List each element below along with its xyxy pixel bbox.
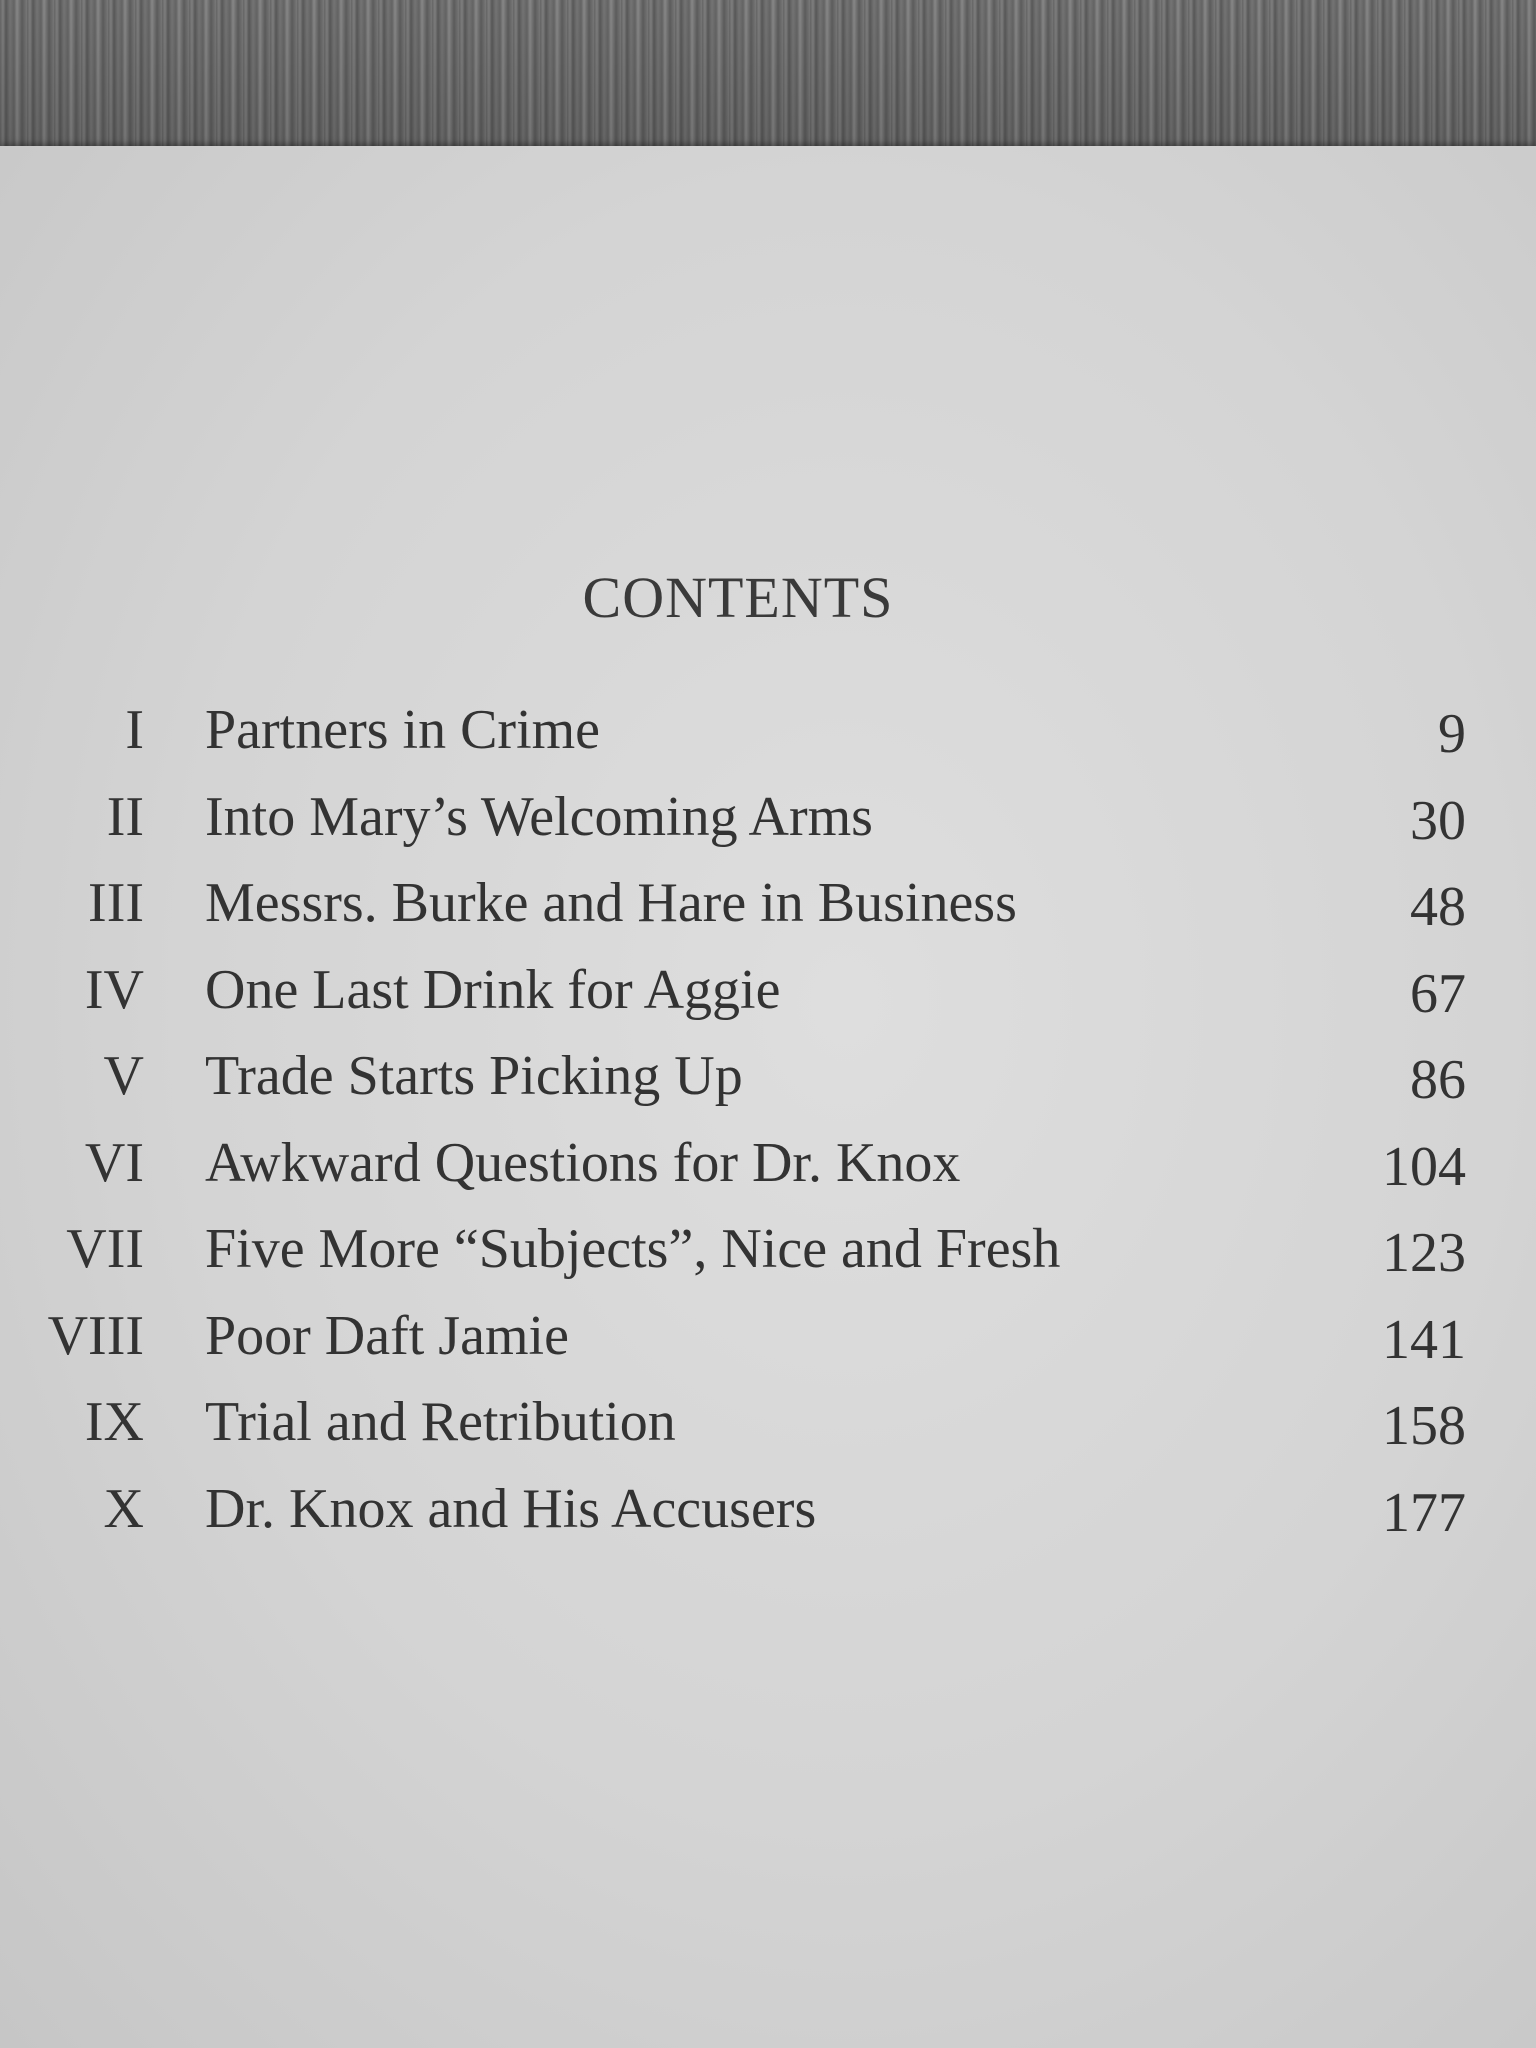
- toc-entry: [0, 785, 1536, 872]
- page-number: 177: [1382, 1481, 1466, 1544]
- chapter-numeral: X: [103, 1477, 144, 1540]
- toc-entry: [0, 698, 1536, 785]
- toc-entry: [0, 1304, 1536, 1391]
- chapter-title: Partners in Crime: [205, 699, 601, 761]
- chapter-numeral: VIII: [47, 1304, 144, 1367]
- page-number: 48: [1410, 876, 1466, 938]
- chapter-title: Dr. Knox and His Accusers: [205, 1477, 817, 1540]
- page-number: 158: [1382, 1395, 1466, 1457]
- chapter-numeral: IX: [84, 1391, 144, 1453]
- wooden-table-background: [0, 0, 1536, 160]
- toc-entry: [0, 1217, 1536, 1304]
- page-number: 123: [1382, 1222, 1466, 1284]
- chapter-title: One Last Drink for Aggie: [205, 958, 781, 1021]
- toc-entry: [0, 958, 1536, 1045]
- page-number: 141: [1382, 1308, 1466, 1371]
- chapter-numeral: VI: [84, 1131, 144, 1194]
- chapter-title: Poor Daft Jamie: [205, 1304, 569, 1367]
- chapter-numeral: VII: [66, 1218, 144, 1280]
- toc-entry: [0, 1131, 1536, 1218]
- chapter-title: Into Mary’s Welcoming Arms: [205, 785, 873, 848]
- page-number: 9: [1438, 703, 1466, 765]
- chapter-title: Trade Starts Picking Up: [205, 1045, 743, 1107]
- contents-list: [0, 698, 1536, 1563]
- page-number: 104: [1382, 1135, 1466, 1198]
- chapter-numeral: IV: [84, 958, 144, 1021]
- chapter-numeral: I: [125, 699, 144, 761]
- page-number: 86: [1410, 1049, 1466, 1111]
- toc-entry: [0, 1044, 1536, 1131]
- chapter-numeral: II: [106, 785, 144, 848]
- page-number: 67: [1410, 962, 1466, 1025]
- toc-entry: [0, 871, 1536, 958]
- chapter-title: Trial and Retribution: [205, 1391, 676, 1453]
- chapter-title: Messrs. Burke and Hare in Business: [205, 872, 1017, 934]
- toc-entry: [0, 1477, 1536, 1564]
- chapter-title: Awkward Questions for Dr. Knox: [205, 1131, 961, 1194]
- chapter-numeral: V: [103, 1045, 144, 1107]
- page-title: CONTENTS: [582, 565, 894, 630]
- chapter-numeral: III: [88, 872, 144, 934]
- toc-entry: [0, 1390, 1536, 1477]
- chapter-title: Five More “Subjects”, Nice and Fresh: [205, 1218, 1061, 1280]
- book-page: [0, 146, 1536, 2048]
- page-number: 30: [1410, 789, 1466, 852]
